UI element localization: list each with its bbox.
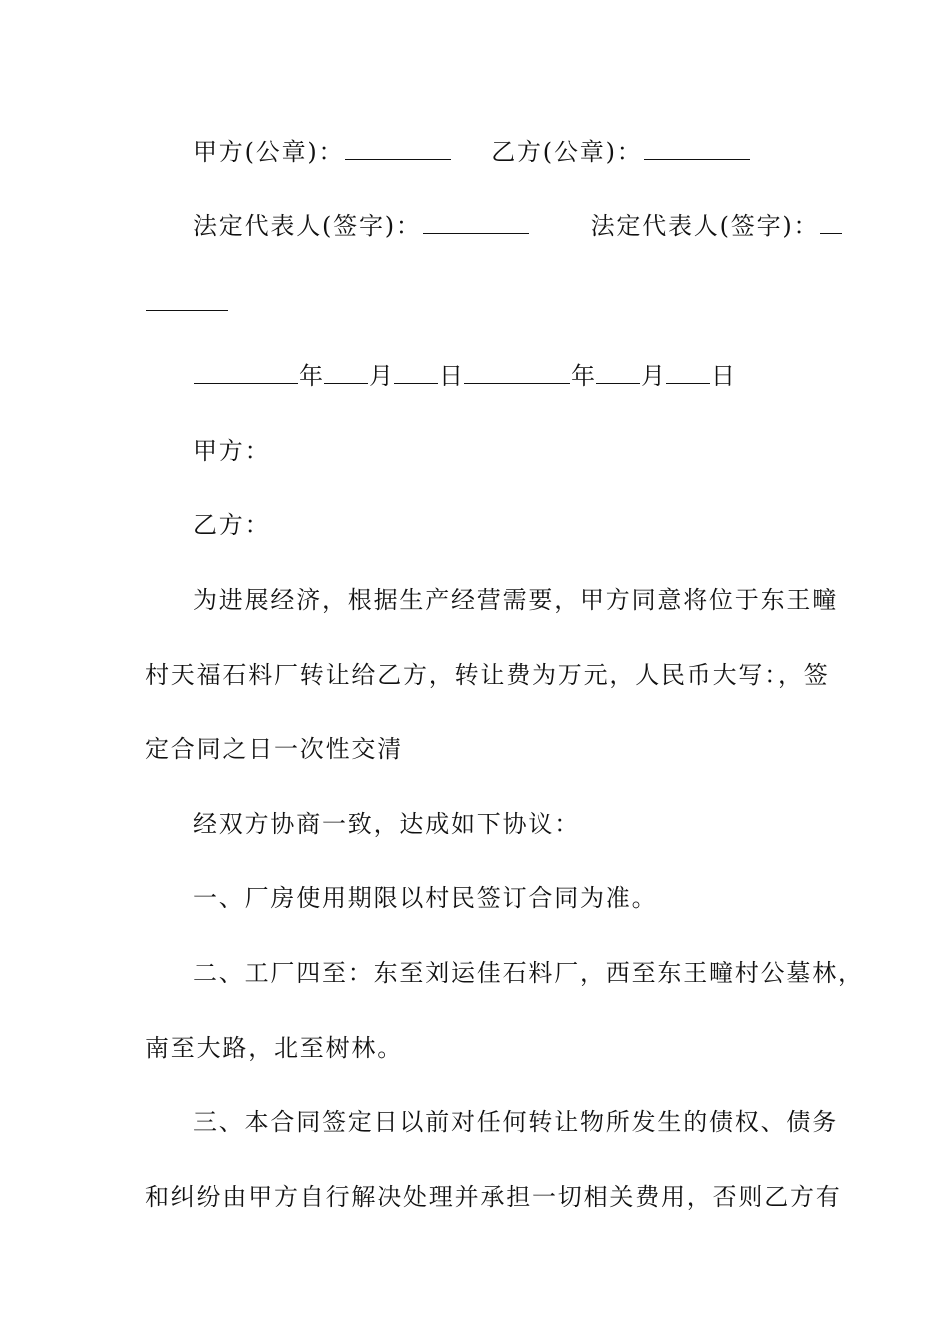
date-line: [193, 361, 735, 391]
party-b-rep-blank-part1[interactable]: [820, 211, 842, 234]
party-b-line: 乙方：: [193, 511, 271, 539]
party-a-seal-blank[interactable]: [345, 137, 451, 160]
clause-2-line-1: 二、工厂四至：东至刘运佳石料厂，西至东王疃村公墓林，: [193, 959, 864, 987]
party-a-seal-label: 甲方(公章)：: [193, 138, 345, 166]
party-b-rep-label: 法定代表人(签字)：: [590, 212, 820, 240]
party-a-day-label: 日: [439, 362, 463, 390]
party-b-year-label: 年: [571, 362, 595, 390]
party-b-rep-blank-part2[interactable]: [146, 288, 228, 311]
clause-3-line-1: 三、本合同签定日以前对任何转让物所发生的债权、债务: [193, 1108, 838, 1136]
intro-line-2: 村天福石料厂转让给乙方，转让费为万元，人民币大写：，签: [145, 661, 830, 689]
party-b-seal-label: 乙方(公章)：: [491, 138, 643, 166]
party-b-month-blank[interactable]: [596, 361, 640, 384]
party-a-line: 甲方：: [193, 437, 271, 465]
intro-line-1: 为进展经济，根据生产经营需要，甲方同意将位于东王疃: [193, 586, 838, 614]
clause-3-line-2: 和纠纷由甲方自行解决处理并承担一切相关费用，否则乙方有: [145, 1183, 842, 1211]
party-a-year-blank[interactable]: [194, 361, 298, 384]
intro-line-3: 定合同之日一次性交清: [145, 735, 403, 763]
party-a-month-label: 月: [369, 362, 393, 390]
party-b-seal-blank[interactable]: [644, 137, 750, 160]
party-a-day-blank[interactable]: [394, 361, 438, 384]
party-a-rep-blank[interactable]: [423, 211, 529, 234]
party-b-day-label: 日: [711, 362, 735, 390]
party-b-month-label: 月: [641, 362, 665, 390]
representative-line: [193, 211, 843, 241]
party-b-day-blank[interactable]: [666, 361, 710, 384]
party-a-month-blank[interactable]: [324, 361, 368, 384]
seal-line: [193, 137, 751, 167]
agreement-lead: 经双方协商一致，达成如下协议：: [193, 810, 580, 838]
party-a-year-label: 年: [299, 362, 323, 390]
clause-2-line-2: 南至大路，北至树林。: [145, 1034, 403, 1062]
party-b-year-blank[interactable]: [464, 361, 570, 384]
party-a-rep-label: 法定代表人(签字)：: [193, 212, 422, 240]
representative-blank-continuation: [145, 288, 229, 318]
clause-1: 一、厂房使用期限以村民签订合同为准。: [193, 884, 658, 912]
